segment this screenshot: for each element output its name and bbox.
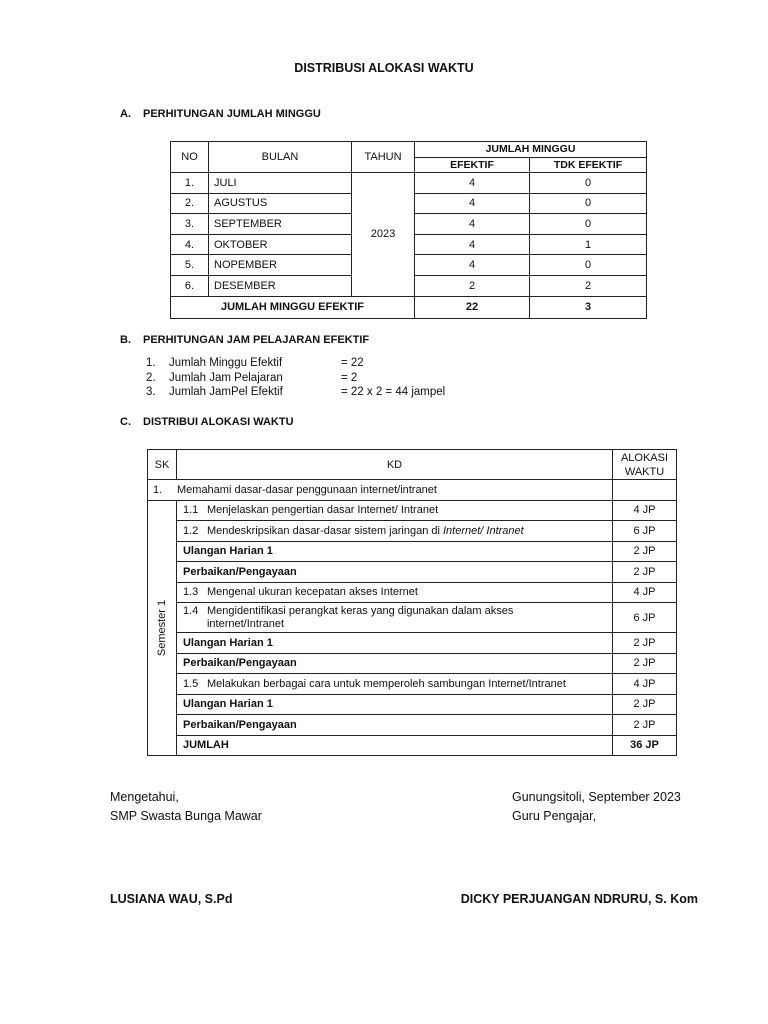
- table-row: [148, 653, 677, 674]
- kd-description: Mendeskripsikan dasar-dasar sistem jaringan di: [206, 524, 443, 537]
- kd-text: [176, 582, 612, 603]
- header-no: NO: [171, 142, 209, 173]
- row-no: 3.: [171, 214, 209, 235]
- item-value: = 22: [341, 357, 364, 369]
- kd-jp: 2 JP: [613, 633, 677, 654]
- kd-description-italic: Internet/ Intranet: [442, 524, 524, 537]
- kd-jp: 2 JP: [613, 562, 677, 583]
- item-number: 2.: [146, 371, 156, 384]
- kd-jp: 4 JP: [613, 674, 677, 695]
- row-bulan: DESEMBER: [209, 275, 352, 296]
- row-tdk-efektif: 2: [530, 275, 647, 296]
- header-tahun: TAHUN: [352, 142, 415, 173]
- header-alokasi: [613, 450, 677, 480]
- total-row: [148, 735, 677, 756]
- total-label: JUMLAH: [176, 735, 612, 756]
- item-value: = 2: [341, 371, 358, 384]
- kd-number: 1.4: [182, 604, 199, 617]
- table-row: [148, 603, 677, 633]
- row-tdk-efektif: 1: [530, 234, 647, 255]
- sign-right-name: DICKY PERJUANGAN NDRURU, S. Kom: [460, 892, 698, 906]
- header-bulan: BULAN: [209, 142, 352, 173]
- section-a-title: PERHITUNGAN JUMLAH MINGGU: [143, 108, 321, 120]
- semester-cell: [148, 500, 177, 756]
- table-row: [148, 674, 677, 695]
- header-sk: SK: [148, 450, 177, 480]
- jampel-list: [146, 356, 445, 400]
- document-title: DISTRIBUSI ALOKASI WAKTU: [294, 61, 474, 75]
- kd-text: [176, 500, 612, 521]
- kd-text: Ulangan Harian 1: [176, 633, 612, 654]
- section-c-title: DISTRIBUI ALOKASI WAKTU: [143, 416, 294, 428]
- sign-left-line1: Mengetahui,: [110, 790, 179, 804]
- table-row: [148, 562, 677, 583]
- table-row: [171, 173, 647, 194]
- item-key: Jumlah Minggu Efektif: [169, 357, 283, 369]
- row-bulan: SEPTEMBER: [209, 214, 352, 235]
- kd-description: Menjelaskan pengertian dasar Internet/ Intranet: [206, 504, 439, 517]
- kd-jp: 4 JP: [613, 500, 677, 521]
- header-jumlah-minggu: JUMLAH MINGGU: [415, 142, 647, 158]
- table-row: [148, 715, 677, 736]
- section-b-label: B.: [120, 334, 131, 346]
- item-key: Jumlah Jam Pelajaran: [169, 371, 283, 384]
- row-no: 2.: [171, 193, 209, 214]
- sign-right-line1: Gunungsitoli, September 2023: [512, 790, 681, 804]
- row-bulan: OKTOBER: [209, 234, 352, 255]
- list-item: [146, 385, 445, 400]
- weeks-table: [170, 141, 647, 319]
- row-no: 6.: [171, 275, 209, 296]
- kd-number: 1.5: [182, 677, 199, 690]
- section-a-heading: [120, 108, 321, 120]
- total-row: [171, 296, 647, 318]
- table-row: [148, 582, 677, 603]
- header-tdk-efektif: TDK EFEKTIF: [530, 157, 647, 173]
- row-efektif: 4: [415, 234, 530, 255]
- total-jp: 36 JP: [613, 735, 677, 756]
- item-number: 1.: [146, 357, 156, 369]
- kd-text: Perbaikan/Pengayaan: [176, 653, 612, 674]
- row-efektif: 4: [415, 193, 530, 214]
- kd-text: [176, 603, 612, 633]
- header-efektif: EFEKTIF: [415, 157, 530, 173]
- section-c-heading: [120, 416, 294, 428]
- header-kd: KD: [176, 450, 612, 480]
- item-value: = 22 x 2 = 44 jampel: [341, 386, 446, 398]
- sk-text: [148, 480, 613, 501]
- kd-text: Perbaikan/Pengayaan: [176, 715, 612, 736]
- table-row: [148, 500, 677, 521]
- row-no: 5.: [171, 255, 209, 276]
- sk-description: Memahami dasar-dasar penggunaan internet/intranet: [177, 483, 437, 496]
- kd-description-line2: internet/Intranet: [206, 617, 285, 630]
- header-alokasi-line1: ALOKASI: [620, 451, 669, 464]
- section-c-label: C.: [120, 416, 131, 428]
- kd-jp: 6 JP: [613, 603, 677, 633]
- row-tdk-efektif: 0: [530, 193, 647, 214]
- table-row: [148, 633, 677, 654]
- kd-number: 1.2: [182, 524, 199, 537]
- row-no: 1.: [171, 173, 209, 194]
- kd-text: Perbaikan/Pengayaan: [176, 562, 612, 583]
- total-label: JUMLAH MINGGU EFEKTIF: [171, 296, 415, 318]
- row-tdk-efektif: 0: [530, 255, 647, 276]
- kd-text: [176, 674, 612, 695]
- row-efektif: 2: [415, 275, 530, 296]
- row-efektif: 4: [415, 173, 530, 194]
- list-item: [146, 371, 445, 386]
- sk-number: 1.: [153, 483, 163, 496]
- kd-jp: 2 JP: [613, 694, 677, 715]
- semester-label: Semester 1: [155, 599, 168, 656]
- kd-jp: 2 JP: [613, 715, 677, 736]
- list-item: [146, 356, 445, 371]
- table-row: [148, 541, 677, 562]
- kd-text: [176, 521, 612, 542]
- row-efektif: 4: [415, 255, 530, 276]
- table-row: [148, 694, 677, 715]
- sk-alokasi: [613, 480, 677, 501]
- sign-left-line2: SMP Swasta Bunga Mawar: [110, 809, 262, 823]
- header-alokasi-line2: WAKTU: [624, 465, 665, 478]
- row-tdk-efektif: 0: [530, 173, 647, 194]
- section-b-heading: [120, 334, 369, 346]
- table-row: [148, 521, 677, 542]
- row-efektif: 4: [415, 214, 530, 235]
- row-tdk-efektif: 0: [530, 214, 647, 235]
- kd-description: Mengenal ukuran kecepatan akses Internet: [206, 586, 418, 599]
- kd-jp: 4 JP: [613, 582, 677, 603]
- row-tahun: 2023: [352, 173, 415, 297]
- kd-jp: 6 JP: [613, 521, 677, 542]
- kd-jp: 2 JP: [613, 653, 677, 674]
- row-bulan: JULI: [209, 173, 352, 194]
- kd-number: 1.1: [182, 504, 199, 517]
- sign-right-line2: Guru Pengajar,: [512, 809, 597, 823]
- row-no: 4.: [171, 234, 209, 255]
- kd-text: Ulangan Harian 1: [176, 694, 612, 715]
- kd-description: Mengidentifikasi perangkat keras yang digunakan dalam akses: [206, 604, 514, 617]
- item-key: Jumlah JamPel Efektif: [169, 386, 283, 398]
- kd-description: Melakukan berbagai cara untuk memperoleh sambungan Internet/Intranet: [206, 677, 566, 690]
- section-b-title: PERHITUNGAN JAM PELAJARAN EFEKTIF: [143, 334, 370, 346]
- kd-text: Ulangan Harian 1: [176, 541, 612, 562]
- kd-jp: 2 JP: [613, 541, 677, 562]
- row-bulan: AGUSTUS: [209, 193, 352, 214]
- sk-row: [148, 480, 677, 501]
- sign-left-name: LUSIANA WAU, S.Pd: [110, 892, 233, 906]
- total-efektif: 22: [415, 296, 530, 318]
- allocation-table: [147, 449, 677, 756]
- item-number: 3.: [146, 386, 156, 398]
- kd-number: 1.3: [182, 586, 199, 599]
- total-tdk-efektif: 3: [530, 296, 647, 318]
- row-bulan: NOPEMBER: [209, 255, 352, 276]
- section-a-label: A.: [120, 108, 131, 120]
